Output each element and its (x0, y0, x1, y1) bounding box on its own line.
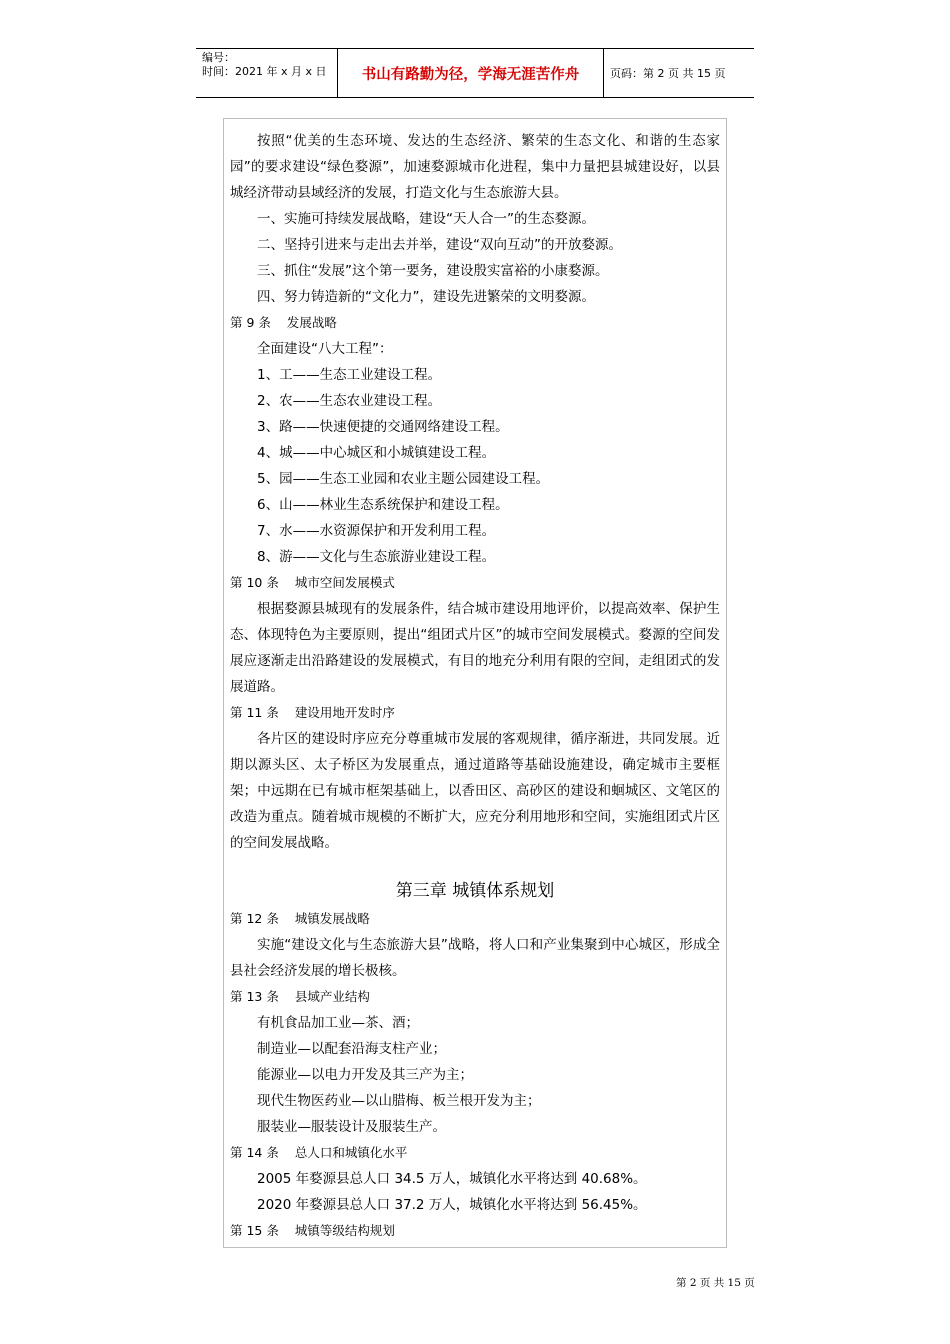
industry-item: 服装业—服装设计及服装生产。 (257, 1119, 446, 1135)
article-11-text: 各片区的建设时序应充分尊重城市发展的客观规律，循序渐进，共同发展。近期以源头区、太子桥区为发展重点，通过道路等基础设施建设，确定城市主要框架；中远期在已有城市框架基础上，以香田区、高砂区的建设和蛔城区、文笔区的改造为重点。随着城市规模的不断扩大，应充分利用地形和空间，实施组团式片区的空间发展战略。 (230, 731, 720, 851)
project-item: 1、工——生态工业建设工程。 (257, 367, 442, 383)
population-item: 2005 年婺源县总人口 34.5 万人，城镇化水平将达到 40.68%。 (257, 1171, 647, 1187)
article-10-heading (230, 570, 395, 596)
intro-paragraph: 按照“优美的生态环境、发达的生态经济、繁荣的生态文化、和谐的生态家园”的要求建设“绿色婺源”，加速婺源城市化进程，集中力量把县城建设好，以县城经济带动县域经济的发展，打造文化与生态旅游大县。 (230, 133, 720, 201)
intro-item: 四、努力铸造新的“文化力”，建设先进繁荣的文明婺源。 (257, 289, 595, 305)
project-item: 6、山——林业生态系统保护和建设工程。 (257, 497, 509, 513)
project-item: 4、城——中心城区和小城镇建设工程。 (257, 445, 496, 461)
project-item: 7、水——水资源保护和开发利用工程。 (257, 523, 496, 539)
industry-item: 现代生物医药业—以山腊梅、板兰根开发为主； (257, 1093, 541, 1109)
article-number: 第 14 条 (230, 1145, 279, 1160)
article-title: 城市空间发展模式 (294, 575, 395, 590)
article-11-heading (230, 700, 395, 726)
article-12-heading (230, 906, 370, 932)
header-page-info: 页码：第 2 页 共 15 页 (610, 67, 726, 80)
intro-item: 一、实施可持续发展战略，建设“天人合一”的生态婺源。 (257, 211, 595, 227)
industry-item: 制造业—以配套沿海支柱产业； (257, 1041, 446, 1057)
article-title: 发展战略 (286, 315, 337, 330)
article-title: 县域产业结构 (294, 989, 370, 1004)
article-9-heading (230, 310, 337, 336)
intro-item: 三、抓住“发展”这个第一要务，建设殷实富裕的小康婺源。 (257, 263, 609, 279)
project-item: 2、农——生态农业建设工程。 (257, 393, 442, 409)
header-bianhao: 编号： (202, 51, 235, 64)
article-number: 第 15 条 (230, 1223, 279, 1238)
article-9-lead: 全面建设“八大工程”： (257, 341, 393, 357)
project-item: 5、园——生态工业园和农业主题公园建设工程。 (257, 471, 550, 487)
article-title: 建设用地开发时序 (294, 705, 395, 720)
article-13-heading (230, 984, 370, 1010)
page-footer: 第 2 页 共 15 页 (676, 1277, 755, 1289)
article-12-text: 实施“建设文化与生态旅游大县”战略，将人口和产业集聚到中心城区，形成全县社会经济发展的增长极核。 (230, 937, 720, 979)
header-time: 时间：2021 年 x 月 x 日 (202, 65, 327, 78)
article-number: 第 10 条 (230, 575, 279, 590)
article-10-text: 根据婺源县城现有的发展条件，结合城市建设用地评价，以提高效率、保护生态、体现特色为主要原则，提出“组团式片区”的城市空间发展模式。婺源的空间发展应逐渐走出沿路建设的发展模式，有目的地充分利用有限的空间，走组团式的发展道路。 (230, 601, 720, 695)
header-meta (196, 49, 338, 97)
article-number: 第 11 条 (230, 705, 279, 720)
article-number: 第 9 条 (230, 315, 271, 330)
article-number: 第 12 条 (230, 911, 279, 926)
industry-item: 有机食品加工业—茶、酒； (257, 1015, 419, 1031)
project-item: 3、路——快速便捷的交通网络建设工程。 (257, 419, 509, 435)
article-title: 城镇等级结构规划 (294, 1223, 395, 1238)
article-15-heading (230, 1218, 395, 1244)
header-motto: 书山有路勤为径，学海无涯苦作舟 (338, 49, 604, 97)
article-title: 城镇发展战略 (294, 911, 370, 926)
project-item: 8、游——文化与生态旅游业建设工程。 (257, 549, 496, 565)
intro-item: 二、坚持引进来与走出去并举，建设“双向互动”的开放婺源。 (257, 237, 622, 253)
article-title: 总人口和城镇化水平 (294, 1145, 408, 1160)
article-14-heading (230, 1140, 407, 1166)
article-number: 第 13 条 (230, 989, 279, 1004)
population-item: 2020 年婺源县总人口 37.2 万人，城镇化水平将达到 56.45%。 (257, 1197, 647, 1213)
chapter-title: 第三章 城镇体系规划 (395, 881, 555, 901)
industry-item: 能源业—以电力开发及其三产为主； (257, 1067, 473, 1083)
page-header (196, 48, 754, 98)
